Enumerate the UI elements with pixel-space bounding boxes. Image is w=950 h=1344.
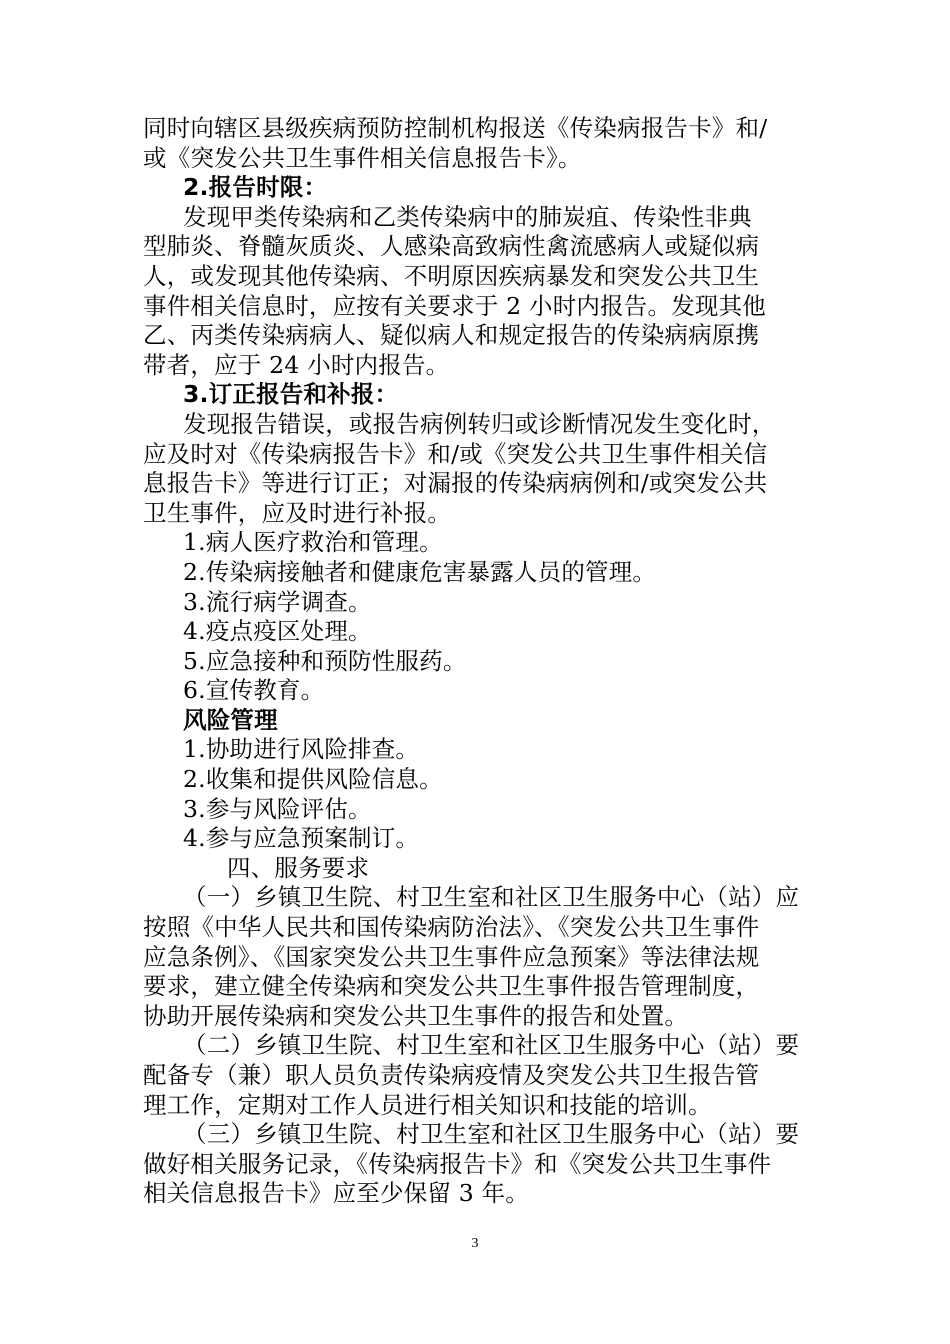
text-line: 卫生事件，应及时进行补报。 (143, 498, 452, 527)
text-line: 型肺炎、脊髓灰质炎、人感染高致病性禽流感病人或疑似病 (143, 232, 760, 261)
text-line: 事件相关信息时，应按有关要求于 2 小时内报告。发现其他 (143, 291, 766, 320)
text-line: 发现报告错误，或报告病例转归或诊断情况发生变化时， (183, 409, 776, 438)
section-heading-service-requirements: 四、服务要求 (227, 853, 370, 882)
list-item: 6.宣传教育。 (183, 676, 325, 705)
text-line: （三）乡镇卫生院、村卫生室和社区卫生服务中心（站）要 (183, 1120, 800, 1149)
list-item: 3.流行病学调查。 (183, 587, 372, 616)
text-line: （一）乡镇卫生院、村卫生室和社区卫生服务中心（站）应 (183, 883, 800, 912)
text-line: 协助开展传染病和突发公共卫生事件的报告和处置。 (143, 1001, 689, 1030)
text-line: 应急条例》、《国家突发公共卫生事件应急预案》等法律法规 (143, 942, 760, 971)
document-body (143, 114, 811, 1209)
list-item: 3.参与风险评估。 (183, 794, 372, 823)
list-item: 1.病人医疗救治和管理。 (183, 528, 443, 557)
list-item: 4.参与应急预案制订。 (183, 824, 420, 853)
text-line: 做好相关服务记录，《传染病报告卡》和《突发公共卫生事件 (143, 1149, 772, 1178)
text-line: 发现甲类传染病和乙类传染病中的肺炭疽、传染性非典 (183, 202, 752, 231)
text-line: 息报告卡》等进行订正；对漏报的传染病病例和/或突发公共 (143, 469, 768, 498)
section-heading-risk-management: 风险管理 (183, 705, 278, 734)
list-item: 4.疫点疫区处理。 (183, 617, 372, 646)
text-line: 理工作，定期对工作人员进行相关知识和技能的培训。 (143, 1090, 712, 1119)
text-line: （二）乡镇卫生院、村卫生室和社区卫生服务中心（站）要 (183, 1031, 800, 1060)
text-line: 配备专（兼）职人员负责传染病疫情及突发公共卫生报告管 (143, 1061, 760, 1089)
text-line: 或《突发公共卫生事件相关信息报告卡》。 (143, 143, 582, 172)
text-line: 同时向辖区县级疾病预防控制机构报送《传染病报告卡》和/ (143, 114, 768, 142)
section-heading-correction-report: 3.订正报告和补报： (183, 380, 399, 409)
text-line: 带者，应于 24 小时内报告。 (143, 350, 450, 379)
page-number: 3 (471, 1236, 479, 1251)
text-line: 按照《中华人民共和国传染病防治法》、《突发公共卫生事件 (143, 913, 760, 942)
list-item: 2.收集和提供风险信息。 (183, 765, 443, 794)
text-line: 乙、丙类传染病病人、疑似病人和规定报告的传染病病原携 (143, 321, 760, 350)
list-item: 2.传染病接触者和健康危害暴露人员的管理。 (183, 557, 657, 586)
text-line: 相关信息报告卡》应至少保留 3 年。 (143, 1179, 529, 1208)
list-item: 5.应急接种和预防性服药。 (183, 646, 467, 675)
list-item: 1.协助进行风险排查。 (183, 735, 420, 764)
text-line: 要求，建立健全传染病和突发公共卫生事件报告管理制度， (143, 972, 760, 1001)
text-line: 应及时对《传染病报告卡》和/或《突发公共卫生事件相关信 (143, 439, 768, 468)
section-heading-report-time-limit: 2.报告时限： (183, 173, 328, 202)
text-line: 人，或发现其他传染病、不明原因疾病暴发和突发公共卫生 (143, 261, 760, 290)
